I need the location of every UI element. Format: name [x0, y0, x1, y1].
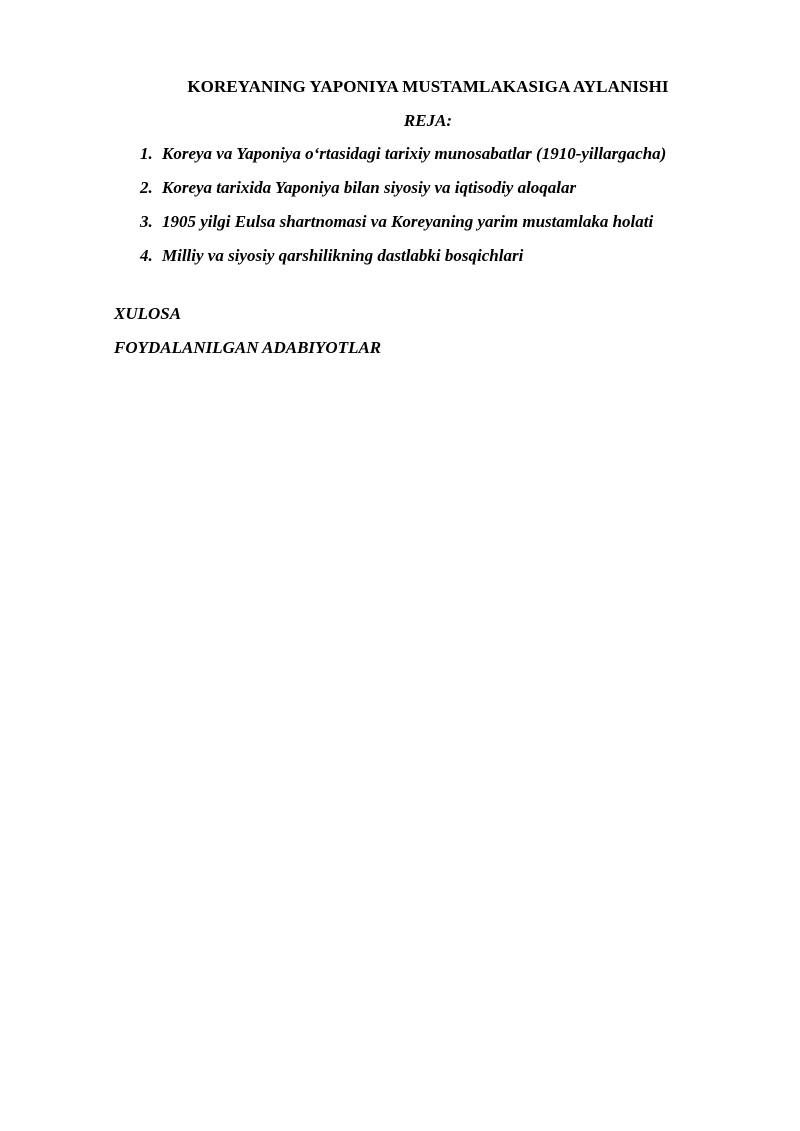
plan-item-text: Koreya tarixida Yaponiya bilan siyosiy va iqtisodiy aloqalar [162, 178, 577, 197]
plan-item-number: 4. [140, 246, 153, 265]
plan-item-text: 1905 yilgi Eulsa shartnomasi va Koreyaning yarim mustamlaka holati [162, 212, 654, 231]
plan-item-number: 1. [140, 144, 153, 163]
plan-item-text: Koreya va Yaponiya o‘rtasidagi tarixiy munosabatlar (1910-yillargacha) [162, 144, 667, 163]
document-title: KOREYANING YAPONIYA MUSTAMLAKASIGA AYLANISHI [187, 77, 669, 96]
plan-item-text: Milliy va siyosiy qarshilikning dastlabki bosqichlari [162, 246, 524, 265]
plan-heading: REJA: [403, 111, 453, 130]
plan-item-number: 2. [140, 178, 153, 197]
plan-item-number: 3. [140, 212, 153, 231]
conclusion-heading: XULOSA [114, 304, 182, 323]
references-heading: FOYDALANILGAN ADABIYOTLAR [114, 338, 382, 357]
